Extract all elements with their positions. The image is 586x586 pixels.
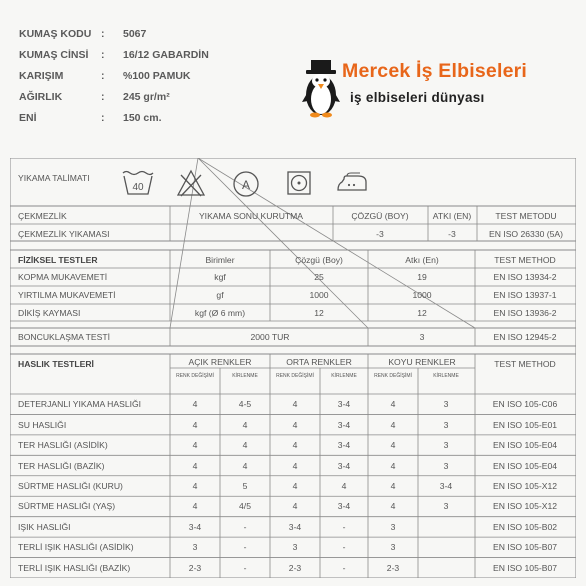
physical-header: TEST METHOD — [494, 255, 556, 265]
fastness-value: 4/5 — [239, 501, 251, 512]
fastness-method: EN ISO 105-X12 — [492, 501, 558, 512]
fastness-row-label: TER HASLIĞI (BAZİK) — [18, 460, 105, 471]
physical-warp: 12 — [314, 308, 324, 318]
fastness-value: 3 — [443, 419, 449, 430]
fastness-value: 2-3 — [386, 562, 400, 573]
tumble-dry-icon — [286, 170, 312, 196]
fastness-subheader: KİRLENME — [232, 373, 258, 379]
physical-method: EN ISO 13936-2 — [493, 308, 557, 318]
physical-warp: 1000 — [309, 290, 329, 300]
fastness-value: - — [342, 521, 346, 532]
fastness-subheader: KİRLENME — [433, 373, 459, 379]
physical-header: Birimler — [205, 255, 235, 265]
fastness-value: 4-5 — [238, 399, 252, 410]
spec-value: %100 PAMUK — [123, 69, 191, 82]
spec-sep: : — [101, 69, 105, 82]
dryclean-a-icon — [232, 170, 260, 198]
penguin-icon — [300, 58, 344, 118]
fastness-method: EN ISO 105-B02 — [492, 521, 558, 532]
fastness-value: 4 — [242, 419, 248, 430]
fastness-method: EN ISO 105-E04 — [492, 440, 558, 451]
shrink-method: EN ISO 26330 (5A) — [488, 229, 564, 239]
shrink-weft: -3 — [448, 229, 456, 239]
fastness-value: 3 — [443, 399, 449, 410]
physical-row-label: DİKİŞ KAYMASI — [18, 308, 81, 318]
spec-row — [19, 65, 209, 86]
fastness-method: EN ISO 105-E01 — [492, 419, 558, 430]
no-bleach-icon — [176, 169, 206, 197]
physical-header: FİZİKSEL TESTLER — [18, 255, 98, 265]
spec-value: 16/12 GABARDİN — [123, 48, 209, 61]
fastness-value: - — [342, 562, 346, 573]
shrink-header: ÇEKMEZLİK — [18, 211, 67, 221]
physical-unit: gf — [216, 290, 224, 300]
physical-row-label: YIRTILMA MUKAVEMETİ — [18, 290, 116, 300]
physical-row-label: KOPMA MUKAVEMETİ — [18, 272, 108, 282]
physical-weft: 12 — [417, 308, 427, 318]
fastness-value: 4 — [292, 460, 298, 471]
fastness-row-label: TERLİ IŞIK HASLIĞI (BAZİK) — [18, 562, 131, 573]
spec-key: AĞIRLIK — [19, 90, 63, 103]
fastness-value: - — [243, 562, 247, 573]
shrink-header: YIKAMA SONU KURUTMA — [198, 211, 304, 221]
fastness-row-label: SÜRTME HASLIĞI (KURU) — [18, 481, 123, 491]
dryclean-letter: A — [241, 178, 251, 192]
fastness-value: 4 — [242, 460, 248, 471]
fastness-value: 4 — [390, 440, 396, 451]
physical-weft: 1000 — [412, 290, 432, 300]
fastness-value: 4 — [192, 501, 198, 512]
pilling-value: 3 — [419, 332, 425, 342]
pilling-method: EN ISO 12945-2 — [493, 332, 557, 342]
fastness-value: 3-4 — [439, 481, 453, 491]
spec-sep: : — [101, 48, 105, 61]
fastness-method: EN ISO 105-B07 — [492, 542, 558, 553]
wash-40-icon — [122, 170, 154, 196]
wash-temp: 40 — [132, 182, 144, 193]
fastness-value: 3-4 — [337, 399, 351, 410]
physical-header: Çözgü (Boy) — [295, 255, 343, 265]
shrink-header: TEST METODU — [495, 211, 557, 221]
fastness-value: 5 — [242, 481, 248, 491]
fastness-value: 4 — [292, 440, 298, 451]
spec-key: KUMAŞ CİNSİ — [19, 48, 89, 61]
fastness-value: 4 — [390, 460, 396, 471]
fastness-header: HASLIK TESTLERİ — [18, 359, 94, 369]
fastness-value: 3 — [443, 440, 449, 451]
physical-method: EN ISO 13934-2 — [493, 272, 557, 282]
fastness-row-label: DETERJANLI YIKAMA HASLIĞI — [18, 399, 142, 410]
fastness-value: 4 — [292, 419, 298, 430]
fastness-value: 3-4 — [337, 460, 351, 471]
fastness-group: ORTA RENKLER — [286, 357, 352, 367]
fastness-value: 3-4 — [337, 419, 351, 430]
test-results-table — [10, 158, 576, 578]
brand-logo — [300, 58, 540, 118]
physical-warp: 25 — [314, 272, 324, 282]
fastness-value: 4 — [390, 419, 396, 430]
fastness-subheader: RENK DEĞİŞİMİ — [176, 373, 214, 379]
physical-method: EN ISO 13937-1 — [493, 290, 557, 300]
fastness-value: 4 — [192, 419, 198, 430]
fastness-value: 4 — [242, 440, 248, 451]
fabric-specs — [19, 23, 209, 128]
fastness-subheader: RENK DEĞİŞİMİ — [374, 373, 412, 379]
spec-value: 150 cm. — [123, 111, 162, 124]
fastness-value: - — [243, 521, 247, 532]
brand-title: Mercek İş Elbiseleri — [342, 60, 528, 82]
iron-icon — [334, 172, 370, 194]
physical-header: Atkı (En) — [405, 255, 439, 265]
physical-unit: kgf — [214, 272, 226, 282]
shrink-header: ÇÖZGÜ (BOY) — [351, 211, 409, 221]
fastness-value: 4 — [192, 481, 198, 491]
fastness-value: 3 — [292, 542, 298, 553]
fastness-value: 4 — [192, 440, 198, 451]
fastness-row-label: TERLİ IŞIK HASLIĞI (ASİDİK) — [18, 542, 134, 553]
fastness-value: 4 — [292, 501, 298, 512]
fastness-value: 4 — [390, 481, 396, 491]
fastness-method: EN ISO 105-B07 — [492, 562, 558, 573]
fastness-value: 4 — [292, 399, 298, 410]
fastness-value: 3-4 — [288, 521, 302, 532]
fastness-group: AÇIK RENKLER — [188, 357, 252, 367]
fastness-value: 4 — [192, 399, 198, 410]
fastness-row-label: TER HASLIĞI (ASİDİK) — [18, 440, 108, 451]
spec-value: 5067 — [123, 27, 147, 40]
fastness-header: TEST METHOD — [494, 359, 556, 369]
fastness-value: 3-4 — [188, 521, 202, 532]
fastness-value: 3 — [443, 460, 449, 471]
spec-row — [19, 107, 209, 128]
table-grid — [10, 158, 576, 578]
fastness-value: 3-4 — [337, 501, 351, 512]
shrink-header: ATKI (EN) — [432, 211, 472, 221]
fastness-value: 3 — [192, 542, 198, 553]
spec-key: KARIŞIM — [19, 69, 64, 82]
fastness-value: 4 — [292, 481, 298, 491]
fastness-value: 4 — [390, 399, 396, 410]
spec-sep: : — [101, 111, 105, 124]
shrink-row-label: ÇEKMEZLİK YIKAMASI — [18, 229, 110, 239]
fastness-method: EN ISO 105-E04 — [492, 460, 558, 471]
fastness-row-label: SU HASLIĞI — [18, 419, 67, 430]
physical-unit: kgf (Ø 6 mm) — [194, 308, 246, 318]
fastness-value: 2-3 — [288, 562, 302, 573]
fastness-value: 2-3 — [188, 562, 202, 573]
shrink-warp: -3 — [376, 229, 384, 239]
fastness-row-label: SÜRTME HASLIĞI (YAŞ) — [18, 501, 116, 512]
brand-subtitle: iş elbiseleri dünyası — [350, 90, 485, 105]
care-label: YIKAMA TALİMATI — [18, 173, 90, 183]
spec-key: ENİ — [19, 111, 37, 124]
pilling-label: BONCUKLAŞMA TESTİ — [18, 332, 111, 342]
pilling-cycles: 2000 TUR — [250, 332, 290, 342]
fastness-value: 3 — [443, 501, 449, 512]
spec-sep: : — [101, 27, 105, 40]
spec-row — [19, 86, 209, 107]
fastness-value: - — [342, 542, 346, 553]
fastness-value: 3-4 — [337, 440, 351, 451]
fastness-method: EN ISO 105-X12 — [492, 481, 558, 491]
fastness-value: 4 — [341, 481, 347, 491]
spec-row — [19, 23, 209, 44]
fastness-row-label: IŞIK HASLIĞI — [18, 521, 71, 532]
fastness-value: 3 — [390, 542, 396, 553]
physical-weft: 19 — [417, 272, 427, 282]
fastness-value: 4 — [390, 501, 396, 512]
spec-row — [19, 44, 209, 65]
fastness-subheader: RENK DEĞİŞİMİ — [276, 373, 314, 379]
spec-value: 245 gr/m² — [123, 90, 170, 103]
fastness-value: - — [243, 542, 247, 553]
fastness-subheader: KİRLENME — [331, 373, 357, 379]
spec-key: KUMAŞ KODU — [19, 27, 92, 40]
fastness-group: KOYU RENKLER — [388, 357, 456, 367]
fastness-value: 4 — [192, 460, 198, 471]
fastness-value: 3 — [390, 521, 396, 532]
fastness-method: EN ISO 105-C06 — [492, 399, 558, 410]
spec-sep: : — [101, 90, 105, 103]
